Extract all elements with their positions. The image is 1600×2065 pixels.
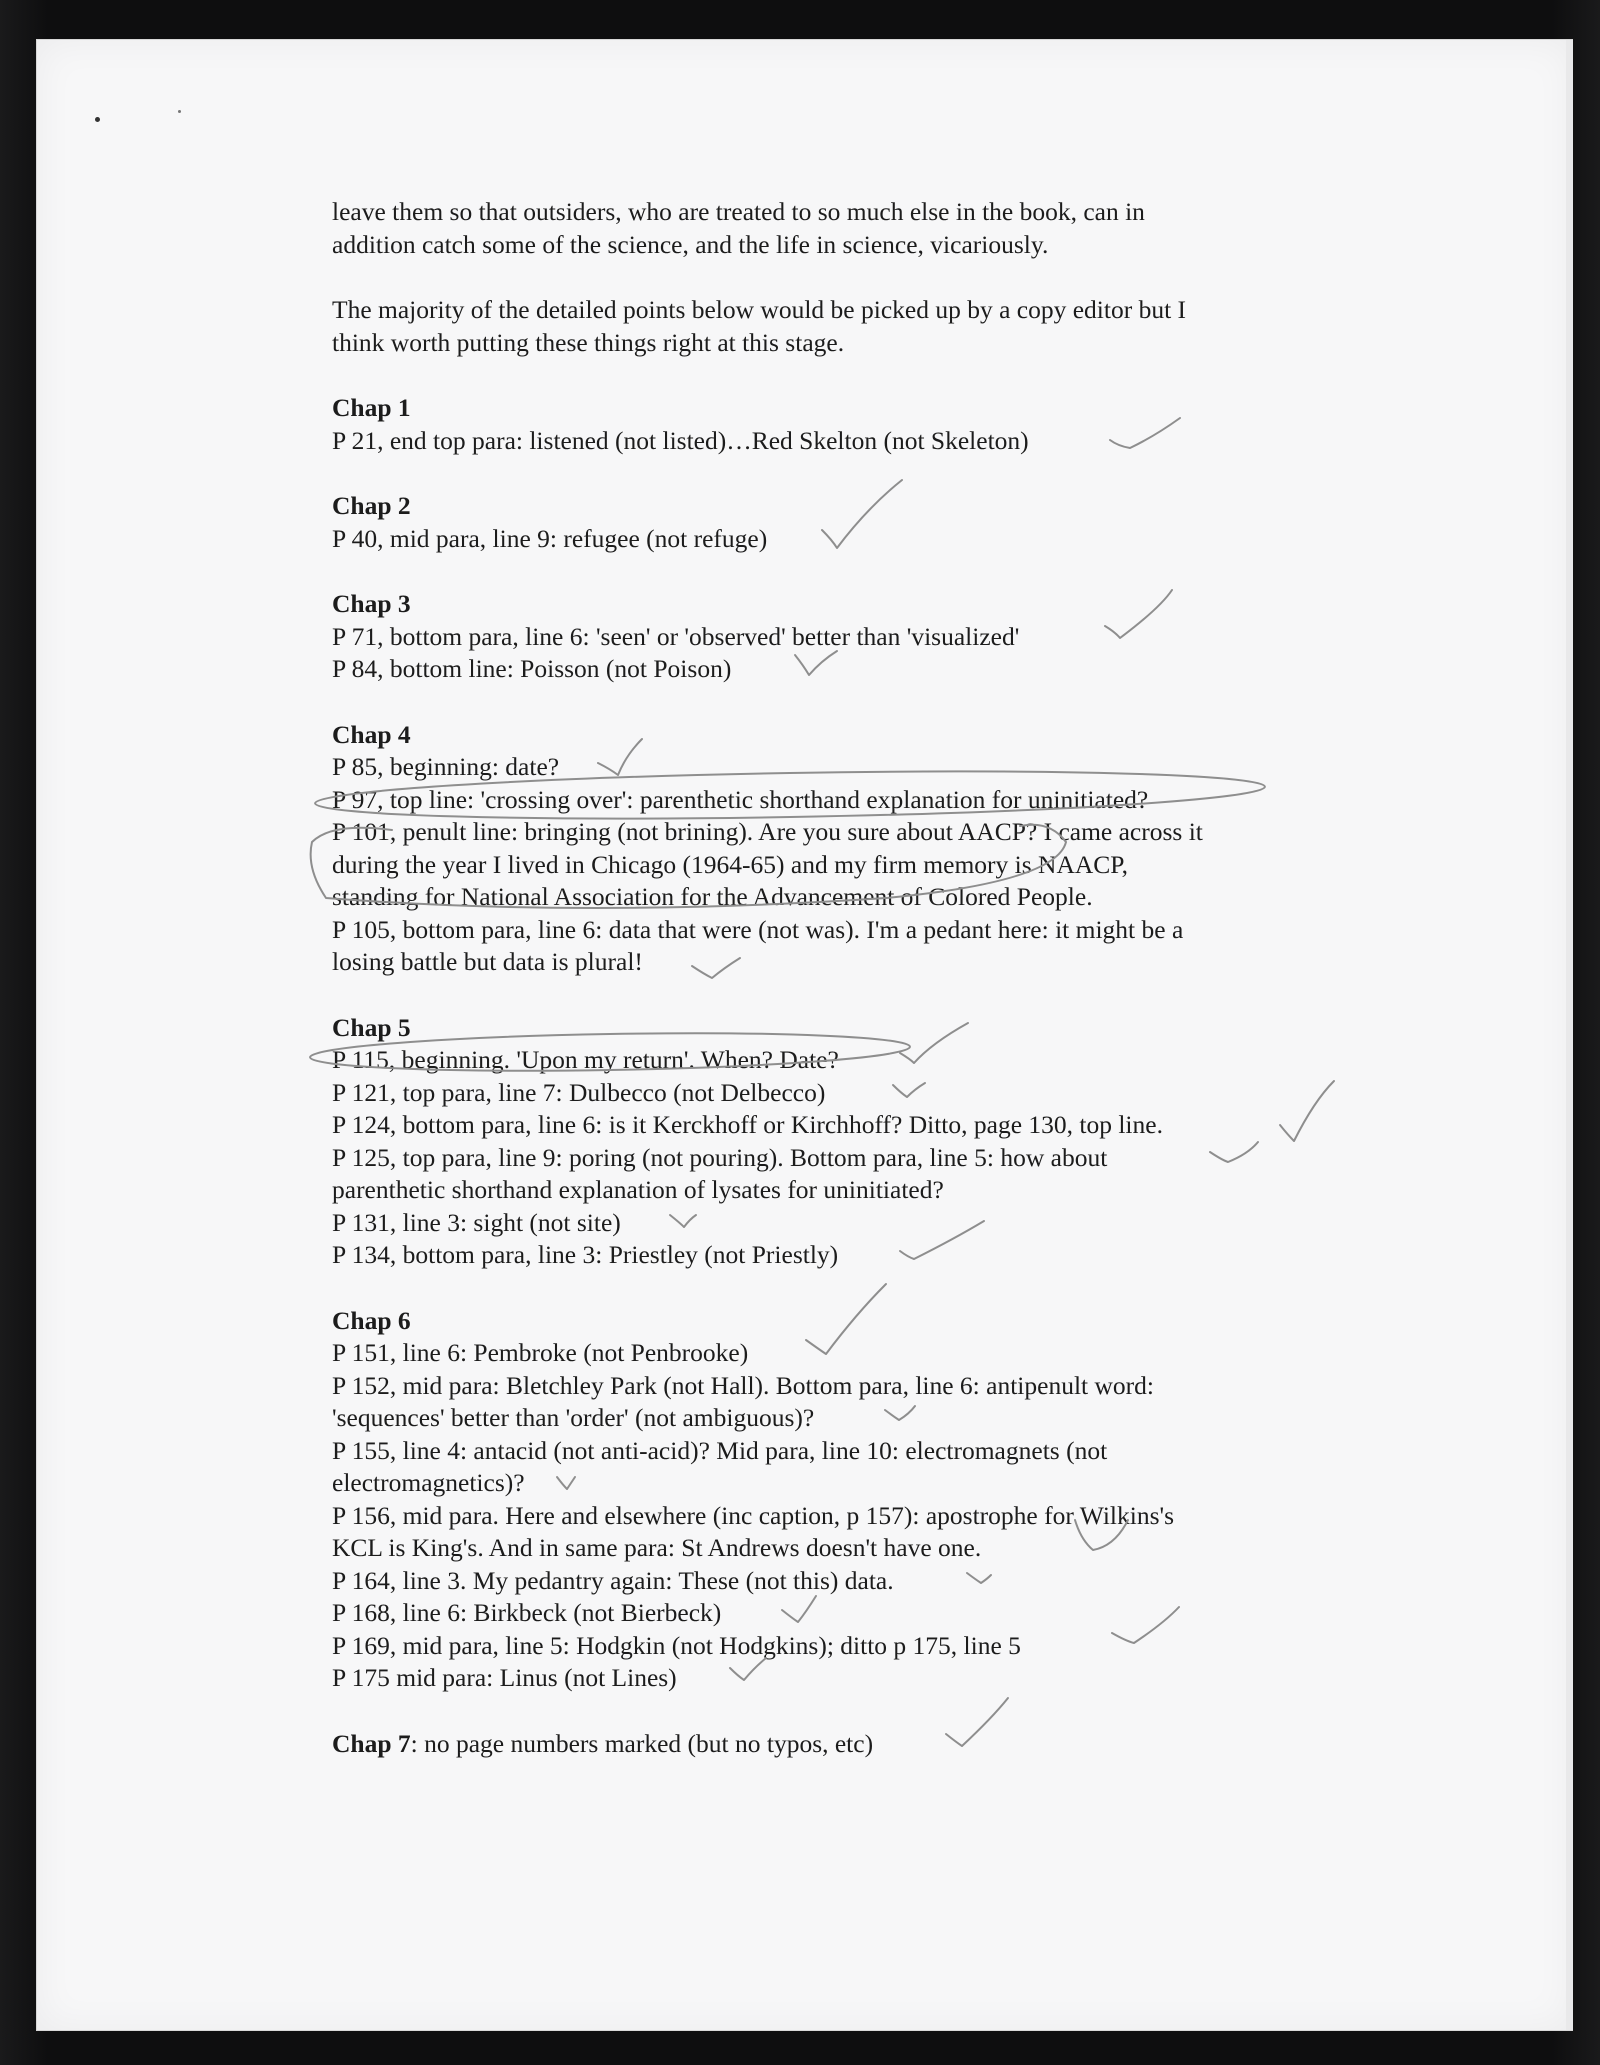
speck: [95, 117, 100, 122]
chapter-heading: Chap 3: [332, 589, 411, 618]
correction-line: P 125, top para, line 9: poring (not pouring). Bottom para, line 5: how about: [332, 1142, 1108, 1172]
text-line: leave them so that outsiders, who are treated to so much else in the book, can in: [332, 197, 1145, 226]
chapter-7-section: [332, 1728, 1332, 1761]
chapter-heading: Chap 6: [332, 1305, 411, 1335]
correction-line: P 168, line 6: Birkbeck (not Bierbeck): [332, 1598, 722, 1627]
correction-line: P 164, line 3. My pedantry again: These (not this) data.: [332, 1565, 894, 1595]
correction-line: 'sequences' better than 'order' (not ambiguous)?: [332, 1403, 815, 1432]
speck: [178, 110, 181, 113]
correction-line: P 124, bottom para, line 6: is it Kerckhoff or Kirchhoff? Ditto, page 130, top line.: [332, 1110, 1163, 1139]
correction-line: electromagnetics)?: [332, 1468, 525, 1497]
correction-line: P 175 mid para: Linus (not Lines): [332, 1663, 677, 1692]
chapter-heading: Chap 4: [332, 719, 411, 749]
intro-paragraph-2: [332, 294, 1332, 359]
chapter-heading: Chap 7: [332, 1728, 411, 1758]
correction-line: during the year I lived in Chicago (1964-65) and my firm memory is NAACP,: [332, 849, 1129, 879]
text-line: think worth putting these things right at this stage.: [332, 327, 845, 357]
correction-line: P 84, bottom line: Poisson (not Poison): [332, 654, 732, 683]
chapter-heading: Chap 1: [332, 393, 411, 422]
paper-edge: [1566, 40, 1573, 2030]
correction-line: P 105, bottom para, line 6: data that were (not was). I'm a pedant here: it might be a: [332, 914, 1184, 944]
correction-line: P 134, bottom para, line 3: Priestley (not Priestly): [332, 1240, 839, 1269]
chapter-4-section: [332, 719, 1332, 979]
correction-line: standing for National Association for the Advancement of Colored People.: [332, 882, 1093, 911]
correction-line: P 40, mid para, line 9: refugee (not refuge): [332, 523, 768, 553]
text-line: The majority of the detailed points below would be picked up by a copy editor but I: [332, 295, 1187, 324]
chapter-3-section: [332, 588, 1332, 686]
chapter-5-section: [332, 1012, 1332, 1272]
correction-line: parenthetic shorthand explanation of lysates for uninitiated?: [332, 1175, 944, 1204]
correction-line: P 71, bottom para, line 6: 'seen' or 'observed' better than 'visualized': [332, 621, 1020, 651]
chapter-heading: Chap 5: [332, 1012, 411, 1042]
correction-line: P 152, mid para: Bletchley Park (not Hall). Bottom para, line 6: antipenult word:: [332, 1370, 1154, 1400]
correction-line: P 151, line 6: Pembroke (not Penbrooke): [332, 1338, 749, 1367]
correction-line: losing battle but data is plural!: [332, 947, 643, 976]
correction-line: : no page numbers marked (but no typos, etc): [410, 1728, 874, 1758]
correction-line: P 131, line 3: sight (not site): [332, 1207, 621, 1237]
correction-line: P 155, line 4: antacid (not anti-acid)? Mid para, line 10: electromagnets (not: [332, 1435, 1108, 1465]
correction-line: P 101, penult line: bringing (not brining). Are you sure about AACP? I came across it: [332, 817, 1203, 846]
document-body: [332, 196, 1332, 1760]
chapter-6-section: [332, 1305, 1332, 1695]
correction-line: P 169, mid para, line 5: Hodgkin (not Hodgkins); ditto p 175, line 5: [332, 1630, 1021, 1660]
correction-line: P 85, beginning: date?: [332, 752, 560, 781]
correction-line: P 121, top para, line 7: Dulbecco (not Delbecco): [332, 1077, 826, 1107]
correction-line: KCL is King's. And in same para: St Andrews doesn't have one.: [332, 1533, 982, 1562]
correction-line: P 115, beginning. 'Upon my return'. When? Date?: [332, 1045, 839, 1074]
correction-line: P 97, top line: 'crossing over': parenthetic shorthand explanation for uninitiated?: [332, 784, 1149, 814]
chapter-heading: Chap 2: [332, 491, 411, 520]
text-line: addition catch some of the science, and the life in science, vicariously.: [332, 229, 1049, 259]
chapter-1-section: [332, 392, 1332, 457]
correction-line: P 156, mid para. Here and elsewhere (inc caption, p 157): apostrophe for Wilkins's: [332, 1500, 1175, 1530]
intro-paragraph-1: [332, 196, 1332, 261]
correction-line: P 21, end top para: listened (not listed)…Red Skelton (not Skeleton): [332, 425, 1029, 455]
chapter-2-section: [332, 490, 1332, 555]
